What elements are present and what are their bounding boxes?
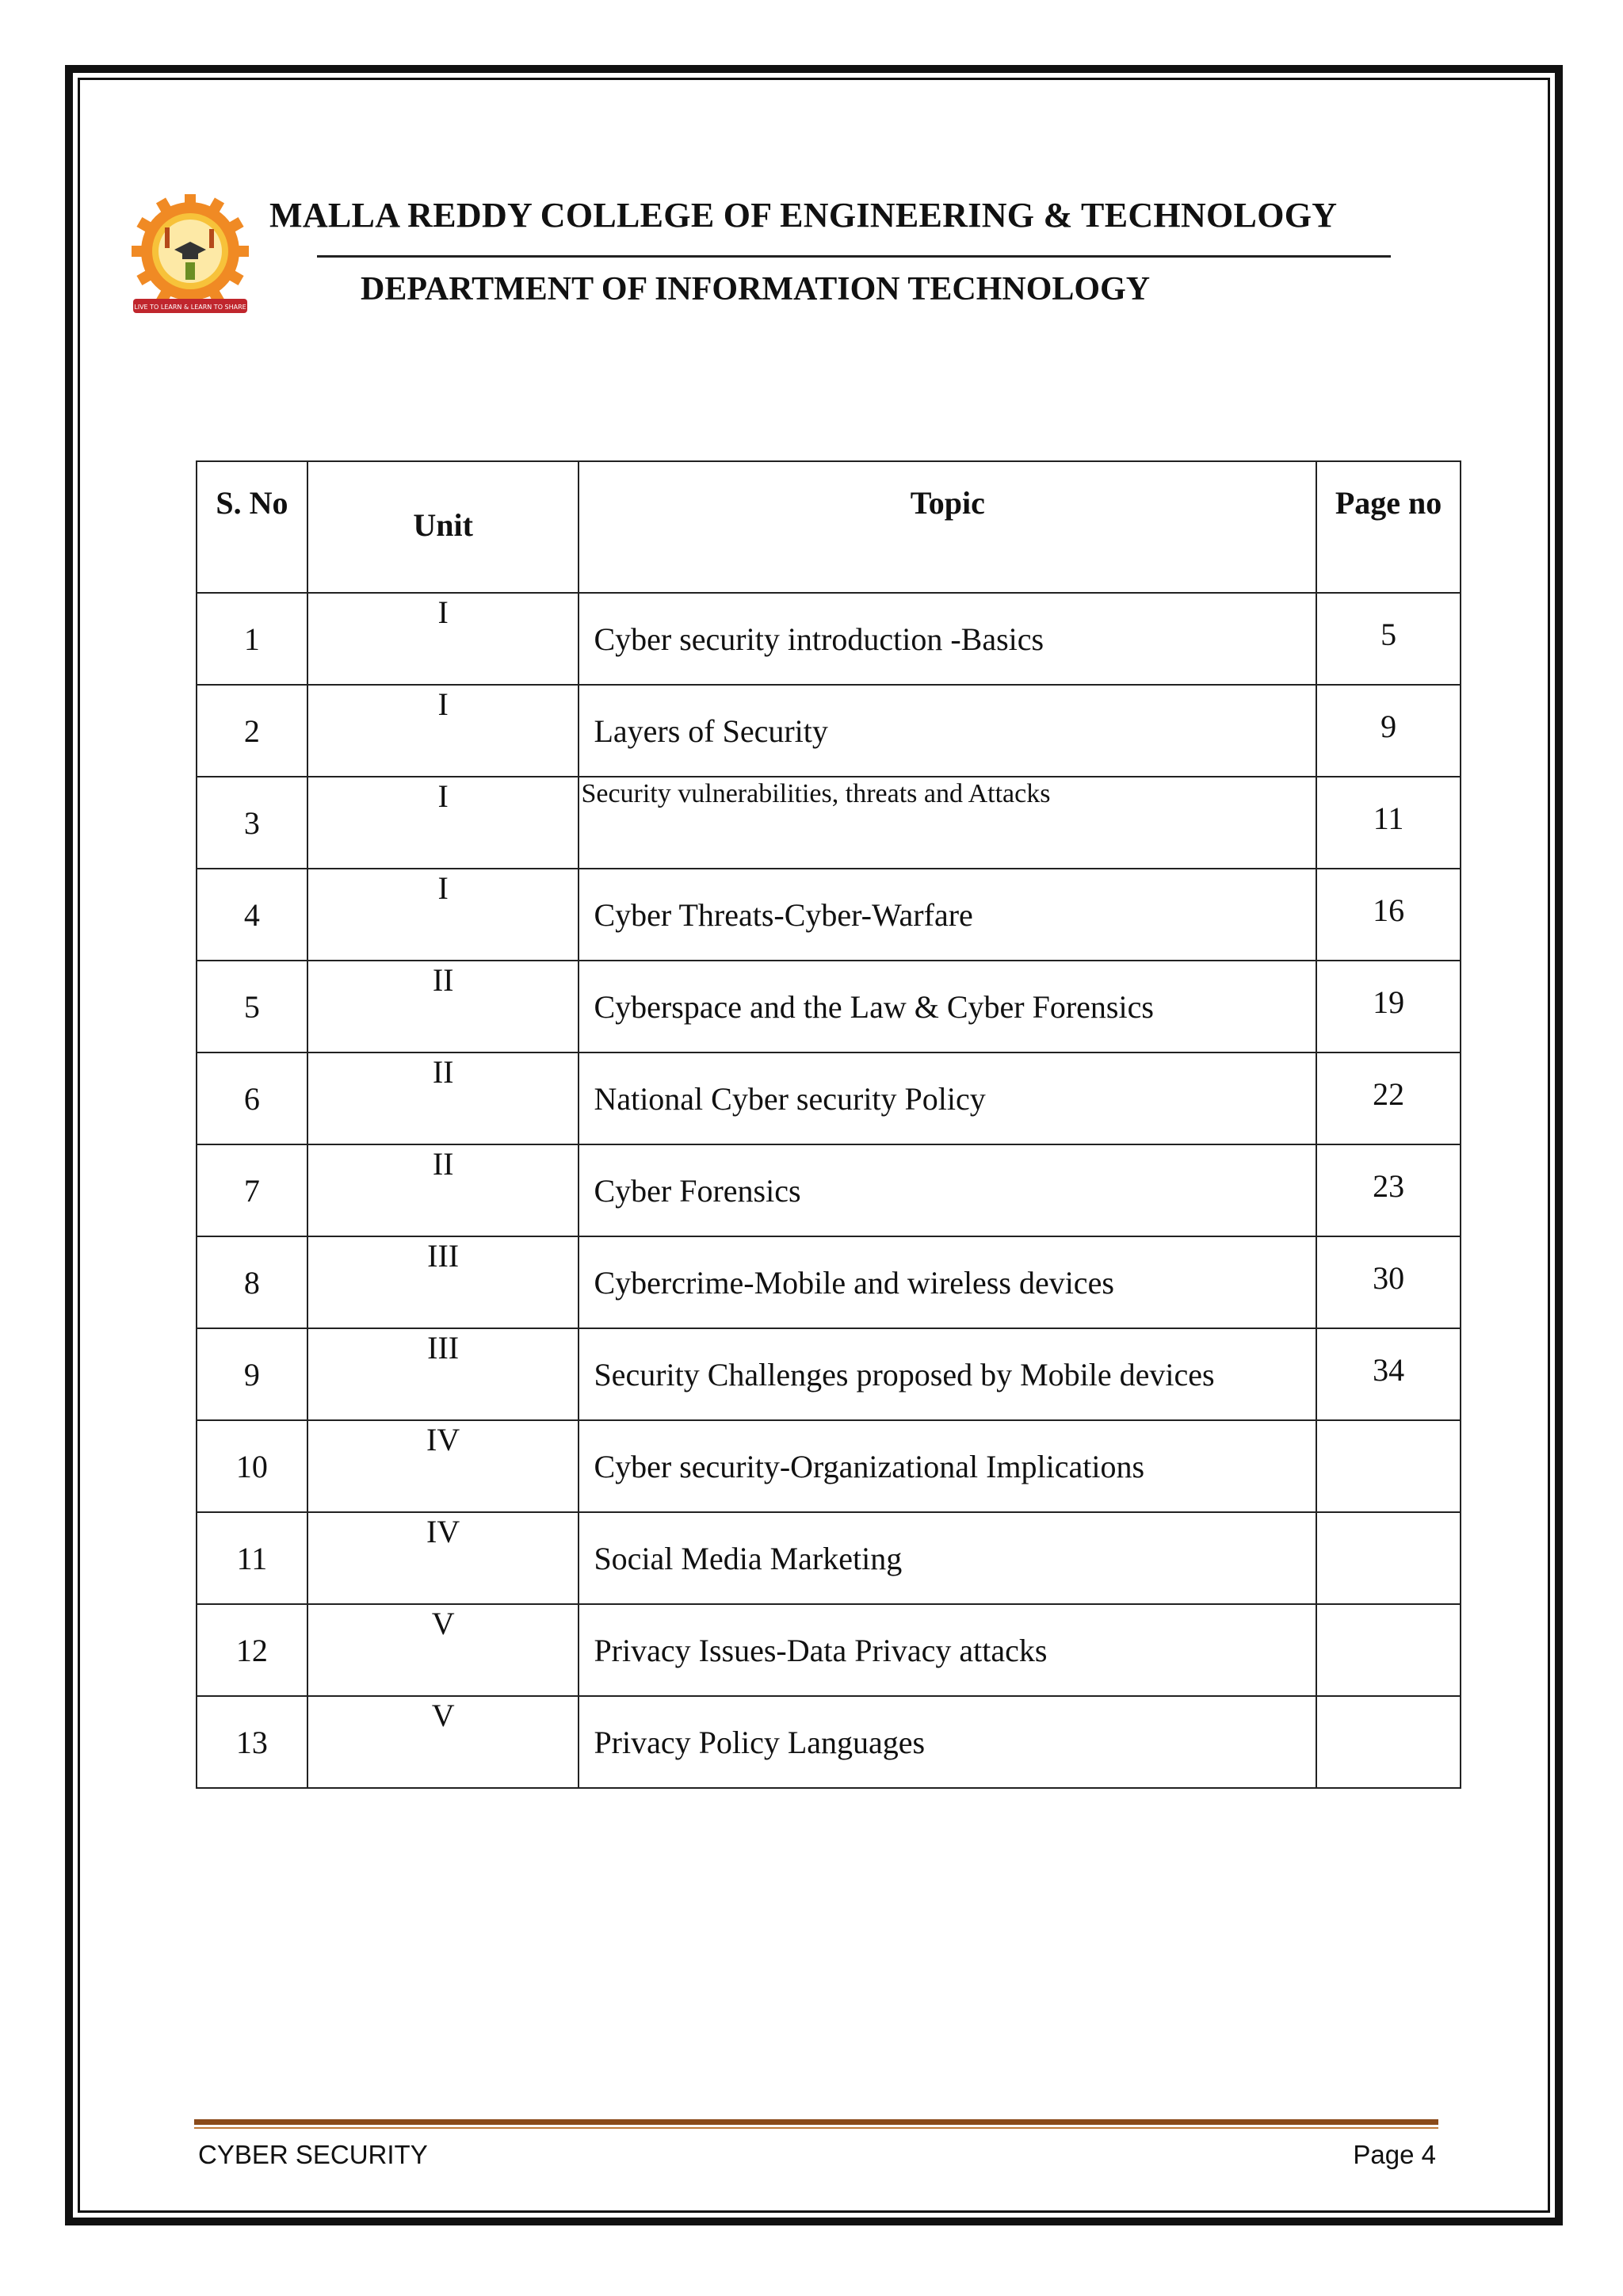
table-row: [197, 869, 1461, 961]
row-unit-cell: [307, 1052, 579, 1144]
row-unit: V: [431, 1698, 455, 1733]
footer-page-number: Page 4: [1353, 2140, 1436, 2169]
row-unit-cell: [307, 1420, 579, 1512]
row-page-no-cell: [1316, 869, 1461, 961]
row-topic-cell: [579, 593, 1316, 685]
row-topic-cell: [579, 1052, 1316, 1144]
table-row: [197, 1420, 1461, 1512]
row-page-no-cell: [1316, 1236, 1461, 1328]
row-topic-cell: [579, 1604, 1316, 1696]
row-page-no-cell: [1316, 593, 1461, 685]
header-page-no: Page no: [1316, 461, 1461, 593]
row-topic-cell: [579, 777, 1316, 869]
row-topic: Social Media Marketing: [594, 1541, 903, 1576]
row-unit-cell: [307, 1604, 579, 1696]
row-page-no-cell: [1316, 1512, 1461, 1604]
row-page-no: 30: [1373, 1260, 1405, 1296]
row-sno: 3: [243, 805, 260, 841]
row-unit: I: [437, 594, 449, 630]
row-topic-cell: [579, 1144, 1316, 1236]
row-unit-cell: [307, 961, 579, 1052]
row-sno-cell: [197, 1236, 307, 1328]
row-sno-cell: [197, 1420, 307, 1512]
row-page-no-cell: [1316, 1144, 1461, 1236]
row-topic: Security vulnerabilities, threats and Attacks: [581, 779, 1051, 808]
row-unit-cell: [307, 1236, 579, 1328]
row-sno: 4: [243, 897, 260, 933]
row-page-no-cell: [1316, 1604, 1461, 1696]
row-unit: I: [437, 778, 449, 814]
college-name: MALLA REDDY COLLEGE OF ENGINEERING & TECHNOLOGY: [269, 196, 1338, 235]
row-page-no-cell: [1316, 1328, 1461, 1420]
row-unit: II: [432, 1054, 454, 1090]
table-row: [197, 1144, 1461, 1236]
table-row: [197, 1512, 1461, 1604]
row-unit: I: [437, 870, 449, 906]
table-row: [197, 777, 1461, 869]
row-sno: 10: [235, 1449, 268, 1484]
header-unit: Unit: [307, 461, 579, 593]
svg-text:LIVE TO LEARN & LEARN TO SHARE: LIVE TO LEARN & LEARN TO SHARE: [134, 304, 246, 311]
footer-course-title: CYBER SECURITY: [198, 2140, 428, 2169]
row-topic: Cyber security-Organizational Implications: [594, 1449, 1145, 1484]
row-unit-cell: [307, 869, 579, 961]
row-topic: Cyber security introduction -Basics: [594, 621, 1044, 657]
row-sno-cell: [197, 1144, 307, 1236]
header-divider: [317, 255, 1391, 258]
row-topic-cell: [579, 869, 1316, 961]
table-row: [197, 685, 1461, 777]
row-page-no: 22: [1373, 1076, 1405, 1112]
table-row: [197, 593, 1461, 685]
row-sno-cell: [197, 961, 307, 1052]
row-unit: IV: [426, 1422, 460, 1457]
row-sno: 12: [235, 1633, 268, 1668]
college-logo: [127, 194, 254, 321]
row-page-no: 9: [1381, 709, 1397, 744]
row-unit: IV: [426, 1514, 460, 1549]
row-topic: Cyber Forensics: [594, 1173, 801, 1209]
row-page-no: 23: [1373, 1168, 1405, 1204]
row-topic-cell: [579, 961, 1316, 1052]
row-sno: 1: [243, 621, 260, 657]
row-sno-cell: [197, 685, 307, 777]
row-page-no: 5: [1381, 617, 1397, 652]
row-topic-cell: [579, 1420, 1316, 1512]
table-of-contents: [196, 460, 1461, 1789]
row-topic: Security Challenges proposed by Mobile devices: [594, 1357, 1215, 1392]
row-sno: 9: [243, 1357, 260, 1392]
row-unit: I: [437, 686, 449, 722]
row-page-no-cell: [1316, 1052, 1461, 1144]
footer-divider: [194, 2119, 1438, 2125]
row-unit-cell: [307, 1328, 579, 1420]
row-topic-cell: [579, 1328, 1316, 1420]
table-row: [197, 1052, 1461, 1144]
row-unit: III: [427, 1238, 460, 1274]
row-topic: Privacy Policy Languages: [594, 1725, 926, 1760]
row-sno: 5: [243, 989, 260, 1025]
row-sno-cell: [197, 869, 307, 961]
table-row: [197, 1328, 1461, 1420]
row-topic: National Cyber security Policy: [594, 1081, 986, 1117]
row-page-no: 16: [1373, 892, 1405, 928]
row-sno-cell: [197, 1604, 307, 1696]
header-sno: S. No: [197, 461, 307, 593]
row-unit-cell: [307, 777, 579, 869]
table-row: [197, 1236, 1461, 1328]
row-sno: 11: [236, 1541, 268, 1576]
table-row: [197, 961, 1461, 1052]
row-page-no-cell: [1316, 685, 1461, 777]
row-topic-cell: [579, 685, 1316, 777]
row-page-no-cell: [1316, 777, 1461, 869]
row-sno-cell: [197, 777, 307, 869]
row-topic: Layers of Security: [594, 713, 828, 749]
row-sno: 13: [235, 1725, 268, 1760]
row-sno-cell: [197, 593, 307, 685]
row-sno: 8: [243, 1265, 260, 1301]
table-header-row: [197, 461, 1461, 593]
department-name: DEPARTMENT OF INFORMATION TECHNOLOGY: [361, 271, 1151, 308]
row-sno: 7: [243, 1173, 260, 1209]
row-topic: Cybercrime-Mobile and wireless devices: [594, 1265, 1114, 1301]
row-unit: V: [431, 1606, 455, 1641]
row-sno-cell: [197, 1696, 307, 1788]
row-topic: Cyberspace and the Law & Cyber Forensics: [594, 989, 1154, 1025]
row-unit-cell: [307, 685, 579, 777]
row-topic-cell: [579, 1512, 1316, 1604]
row-page-no-cell: [1316, 961, 1461, 1052]
row-unit: III: [427, 1330, 460, 1366]
row-unit-cell: [307, 1696, 579, 1788]
row-sno-cell: [197, 1052, 307, 1144]
row-unit-cell: [307, 1144, 579, 1236]
row-topic: Privacy Issues-Data Privacy attacks: [594, 1633, 1048, 1668]
row-page-no-cell: [1316, 1420, 1461, 1512]
row-sno: 2: [243, 713, 260, 749]
row-page-no: 19: [1373, 984, 1405, 1020]
row-unit: II: [432, 1146, 454, 1182]
row-page-no: 34: [1373, 1352, 1405, 1388]
row-page-no-cell: [1316, 1696, 1461, 1788]
row-topic: Cyber Threats-Cyber-Warfare: [594, 897, 973, 933]
row-sno-cell: [197, 1328, 307, 1420]
table-row: [197, 1696, 1461, 1788]
row-unit-cell: [307, 1512, 579, 1604]
row-unit: II: [432, 962, 454, 998]
header-topic: Topic: [579, 461, 1316, 593]
row-sno: 6: [243, 1081, 260, 1117]
row-topic-cell: [579, 1236, 1316, 1328]
row-topic-cell: [579, 1696, 1316, 1788]
row-sno-cell: [197, 1512, 307, 1604]
row-unit-cell: [307, 593, 579, 685]
table-row: [197, 1604, 1461, 1696]
footer-divider-thin: [194, 2127, 1438, 2129]
row-page-no: 11: [1373, 800, 1404, 836]
